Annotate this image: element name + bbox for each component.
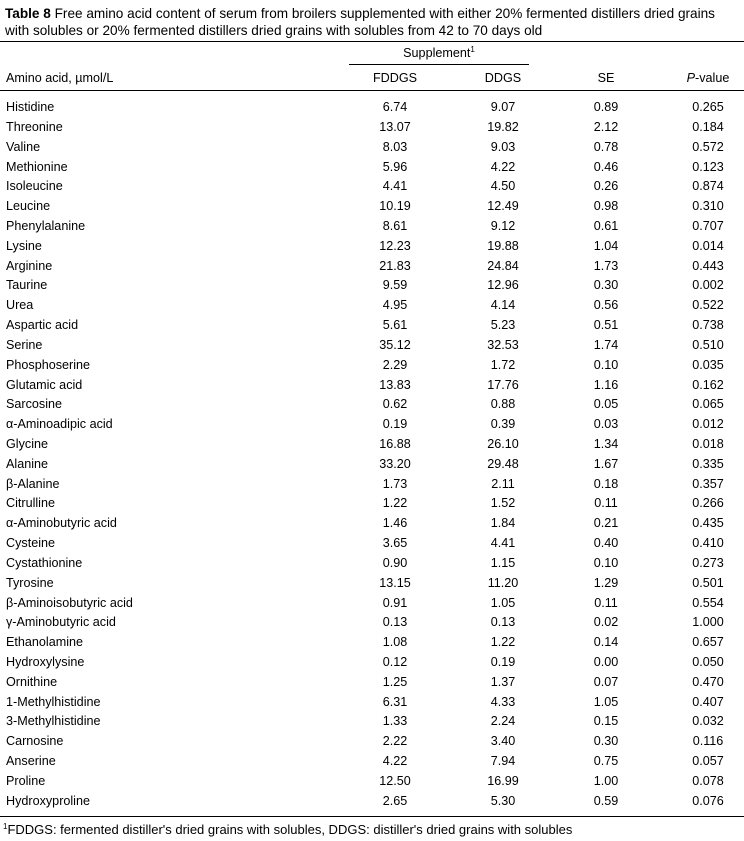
ddgs-value: 7.94 xyxy=(490,754,516,769)
ddgs-value: 24.84 xyxy=(487,258,519,273)
fddgs-value: 1.25 xyxy=(382,674,408,689)
pvalue-value: 0.266 xyxy=(692,496,724,511)
ddgs-value: 19.82 xyxy=(487,119,519,134)
bottom-rule xyxy=(0,816,744,817)
ddgs-value: 32.53 xyxy=(487,337,519,352)
ddgs-value: 1.22 xyxy=(490,635,516,650)
ddgs-value: 0.39 xyxy=(490,417,516,432)
ddgs-value: 1.72 xyxy=(490,357,516,372)
ddgs-value: 5.30 xyxy=(490,793,516,808)
fddgs-value: 0.12 xyxy=(382,655,408,669)
se-value: 1.74 xyxy=(593,337,619,352)
ddgs-value: 0.13 xyxy=(490,615,516,630)
pvalue-value: 0.657 xyxy=(692,635,724,650)
fddgs-value: 5.96 xyxy=(382,159,408,174)
se-value: 0.98 xyxy=(593,199,619,214)
ddgs-value: 16.99 xyxy=(487,773,519,788)
footnote-text: FDDGS: fermented distiller's dried grains with solubles, DDGS: distiller's dried grains with solubles xyxy=(7,822,573,837)
se-value: 1.05 xyxy=(593,694,619,709)
pvalue-value: 0.032 xyxy=(692,714,724,729)
pvalue-value: 0.410 xyxy=(692,536,724,550)
row-label: Hydroxylysine xyxy=(6,655,85,669)
fddgs-value: 8.61 xyxy=(382,218,408,233)
row-label: Alanine xyxy=(6,456,49,471)
pvalue-value: 0.707 xyxy=(692,218,724,233)
fddgs-value: 16.88 xyxy=(379,436,411,451)
ddgs-value: 9.07 xyxy=(490,100,516,114)
fddgs-value: 13.83 xyxy=(379,377,411,392)
ddgs-value: 1.52 xyxy=(490,496,516,511)
se-value: 0.03 xyxy=(593,417,619,432)
pvalue-value: 0.407 xyxy=(692,694,724,709)
se-value: 0.56 xyxy=(593,298,619,313)
ddgs-value: 12.49 xyxy=(487,199,519,214)
footnote-mark: 1 xyxy=(3,822,8,831)
row-label: Glycine xyxy=(6,436,48,451)
row-label: Hydroxyproline xyxy=(6,793,90,808)
pvalue-value: 0.265 xyxy=(692,100,724,114)
pvalue-value: 0.273 xyxy=(692,555,724,570)
se-value: 0.02 xyxy=(593,615,619,630)
se-value: 0.61 xyxy=(593,218,619,233)
fddgs-value: 1.08 xyxy=(382,635,408,650)
fddgs-value: 0.91 xyxy=(382,595,408,610)
row-label: Phosphoserine xyxy=(6,357,91,372)
pvalue-value: 0.572 xyxy=(692,139,724,154)
fddgs-value: 0.13 xyxy=(382,615,408,630)
pvalue-value: 0.522 xyxy=(692,298,724,313)
row-label: Threonine xyxy=(6,119,63,134)
se-value: 0.10 xyxy=(593,357,619,372)
row-label: Lysine xyxy=(6,238,42,253)
ddgs-value: 4.33 xyxy=(490,694,516,709)
pvalue-value: 0.076 xyxy=(692,793,724,808)
se-value: 0.59 xyxy=(593,793,619,808)
ddgs-value: 12.96 xyxy=(487,278,519,293)
se-value: 0.00 xyxy=(593,655,619,669)
row-label: Anserine xyxy=(6,754,56,769)
se-value: 0.05 xyxy=(593,397,619,412)
pvalue-value: 0.443 xyxy=(692,258,724,273)
pvalue-value: 0.510 xyxy=(692,337,724,352)
fddgs-value: 13.15 xyxy=(379,575,411,590)
pvalue-value: 0.123 xyxy=(692,159,724,174)
se-value: 0.15 xyxy=(593,714,619,729)
ddgs-value: 4.41 xyxy=(490,536,516,550)
ddgs-value: 0.19 xyxy=(490,655,516,669)
fddgs-value: 2.22 xyxy=(382,734,408,749)
row-label: Serine xyxy=(6,337,43,352)
pvalue-value: 0.184 xyxy=(692,119,724,134)
pvalue-value: 0.012 xyxy=(692,417,724,432)
ddgs-value: 4.22 xyxy=(490,159,516,174)
row-label: Histidine xyxy=(6,100,55,114)
supplement-note: 1 xyxy=(470,45,475,54)
pvalue-value: 0.065 xyxy=(692,397,724,412)
top-rule xyxy=(0,41,744,42)
pvalue-value: 0.554 xyxy=(692,595,724,610)
row-label: Taurine xyxy=(6,278,48,293)
row-label: Citrulline xyxy=(6,496,55,511)
footnote xyxy=(3,822,572,837)
fddgs-value: 12.50 xyxy=(379,773,411,788)
se-value: 0.11 xyxy=(594,595,618,610)
ddgs-value: 29.48 xyxy=(487,456,519,471)
col-header-pvalue: P-value xyxy=(686,71,730,85)
pvalue-value: 0.162 xyxy=(692,377,724,392)
row-label: 1-Methylhistidine xyxy=(6,694,101,709)
fddgs-value: 10.19 xyxy=(379,199,411,214)
pvalue-value: 0.435 xyxy=(692,516,724,531)
ddgs-value: 2.11 xyxy=(491,476,515,491)
supplement-rule xyxy=(349,64,529,65)
fddgs-value: 1.46 xyxy=(382,516,408,531)
pvalue-value: 0.018 xyxy=(692,436,724,451)
se-value: 0.18 xyxy=(593,476,619,491)
pvalue-value: 0.078 xyxy=(692,773,724,788)
fddgs-value: 8.03 xyxy=(382,139,408,154)
fddgs-value: 12.23 xyxy=(379,238,411,253)
row-label: β-Aminoisobutyric acid xyxy=(6,595,133,610)
ddgs-value: 9.03 xyxy=(490,139,516,154)
row-label: Ornithine xyxy=(6,674,58,689)
ddgs-value: 1.15 xyxy=(490,555,516,570)
se-value: 0.46 xyxy=(593,159,619,174)
ddgs-value: 4.50 xyxy=(490,179,516,194)
row-label: Phenylalanine xyxy=(6,218,86,233)
se-value: 0.40 xyxy=(593,536,619,550)
pvalue-value: 0.116 xyxy=(692,734,724,749)
ddgs-value: 5.23 xyxy=(490,318,516,332)
row-label: Glutamic acid xyxy=(6,377,83,392)
se-value: 1.04 xyxy=(593,238,619,253)
pvalue-value: 0.335 xyxy=(692,456,724,471)
row-label: γ-Aminobutyric acid xyxy=(6,615,116,630)
se-value: 0.78 xyxy=(593,139,619,154)
fddgs-value: 0.19 xyxy=(382,417,408,432)
fddgs-value: 4.22 xyxy=(382,754,408,769)
ddgs-value: 3.40 xyxy=(490,734,516,749)
se-value: 0.30 xyxy=(593,278,619,293)
ddgs-value: 9.12 xyxy=(490,218,516,233)
ddgs-value: 11.20 xyxy=(487,575,519,590)
fddgs-value: 6.74 xyxy=(382,100,408,114)
ddgs-value: 17.76 xyxy=(487,377,519,392)
col-header-se: SE xyxy=(597,71,615,85)
table-caption xyxy=(5,5,741,39)
pvalue-value: 0.310 xyxy=(692,199,724,214)
row-label: Carnosine xyxy=(6,734,64,749)
fddgs-value: 4.41 xyxy=(382,179,408,194)
pvalue-value: 0.050 xyxy=(692,655,724,669)
fddgs-value: 9.59 xyxy=(382,278,408,293)
row-label: Cystathionine xyxy=(6,555,83,570)
se-value: 0.89 xyxy=(593,100,619,114)
se-value: 1.16 xyxy=(593,377,619,392)
col-header-amino-acid: Amino acid, µmol/L xyxy=(6,71,114,85)
se-value: 0.14 xyxy=(593,635,619,650)
fddgs-value: 1.22 xyxy=(382,496,408,511)
fddgs-value: 5.61 xyxy=(382,318,408,332)
se-value: 1.73 xyxy=(593,258,619,273)
se-value: 0.21 xyxy=(593,516,619,531)
fddgs-value: 2.29 xyxy=(382,357,408,372)
fddgs-value: 1.33 xyxy=(382,714,408,729)
pvalue-value: 0.357 xyxy=(692,476,724,491)
pvalue-value: 0.057 xyxy=(692,754,724,769)
row-label: Valine xyxy=(6,139,41,154)
fddgs-value: 3.65 xyxy=(382,536,408,550)
se-value: 0.75 xyxy=(593,754,619,769)
ddgs-value: 1.84 xyxy=(490,516,516,531)
row-label: Leucine xyxy=(6,199,51,214)
row-label: α-Aminobutyric acid xyxy=(6,516,117,531)
fddgs-value: 4.95 xyxy=(382,298,408,313)
supplement-header: Supplement$^1$ xyxy=(403,45,475,60)
fddgs-value: 21.83 xyxy=(379,258,411,273)
ddgs-value: 0.88 xyxy=(490,397,516,412)
fddgs-value: 35.12 xyxy=(379,337,411,352)
row-label: α-Aminoadipic acid xyxy=(6,417,113,432)
row-label: β-Alanine xyxy=(6,476,60,491)
pvalue-value: 0.738 xyxy=(692,318,724,332)
se-value: 0.07 xyxy=(593,674,619,689)
col-header-fddgs: FDDGS xyxy=(372,71,418,85)
fddgs-value: 0.62 xyxy=(382,397,408,412)
se-value: 0.10 xyxy=(593,555,619,570)
pvalue-value: 1.000 xyxy=(692,615,724,630)
se-value: 0.30 xyxy=(593,734,619,749)
row-label: Sarcosine xyxy=(6,397,63,412)
pvalue-value: 0.501 xyxy=(692,575,724,590)
row-label: 3-Methylhistidine xyxy=(6,714,101,729)
se-value: 1.00 xyxy=(593,773,619,788)
fddgs-value: 33.20 xyxy=(379,456,411,471)
se-value: 1.34 xyxy=(593,436,619,451)
fddgs-value: 6.31 xyxy=(382,694,408,709)
pvalue-value: 0.014 xyxy=(692,238,724,253)
ddgs-value: 1.05 xyxy=(490,595,516,610)
row-label: Proline xyxy=(6,773,46,788)
se-value: 0.51 xyxy=(593,318,619,332)
fddgs-value: 13.07 xyxy=(379,119,411,134)
fddgs-value: 0.90 xyxy=(382,555,408,570)
se-value: 0.26 xyxy=(593,179,619,194)
se-value: 1.29 xyxy=(593,575,619,590)
ddgs-value: 2.24 xyxy=(490,714,516,729)
pvalue-value: 0.874 xyxy=(692,179,724,194)
table-label: Table 8 xyxy=(5,6,51,21)
ddgs-value: 4.14 xyxy=(490,298,516,313)
pvalue-value: 0.035 xyxy=(692,357,724,372)
row-label: Aspartic acid xyxy=(6,318,79,332)
row-label: Tyrosine xyxy=(6,575,54,590)
row-label: Arginine xyxy=(6,258,53,273)
row-label: Methionine xyxy=(6,159,68,174)
se-value: 2.12 xyxy=(593,119,619,134)
row-label: Cysteine xyxy=(6,536,55,550)
ddgs-value: 19.88 xyxy=(487,238,519,253)
pvalue-value: 0.002 xyxy=(692,278,724,293)
fddgs-value: 1.73 xyxy=(382,476,408,491)
row-label: Urea xyxy=(6,298,34,313)
col-header-ddgs: DDGS xyxy=(484,71,522,85)
ddgs-value: 1.37 xyxy=(490,674,516,689)
caption-text: Free amino acid content of serum from broilers supplemented with either 20% fermented distillers dried grains with solubles or 20% fermented distillers dried grains with solubles from 42 to 70 days old xyxy=(5,6,715,38)
ddgs-value: 26.10 xyxy=(487,436,519,451)
row-label: Isoleucine xyxy=(6,179,63,194)
se-value: 0.11 xyxy=(594,496,618,511)
fddgs-value: 2.65 xyxy=(382,793,408,808)
pvalue-value: 0.470 xyxy=(692,674,724,689)
se-value: 1.67 xyxy=(593,456,619,471)
header-rule xyxy=(0,90,744,91)
row-label: Ethanolamine xyxy=(6,635,84,650)
